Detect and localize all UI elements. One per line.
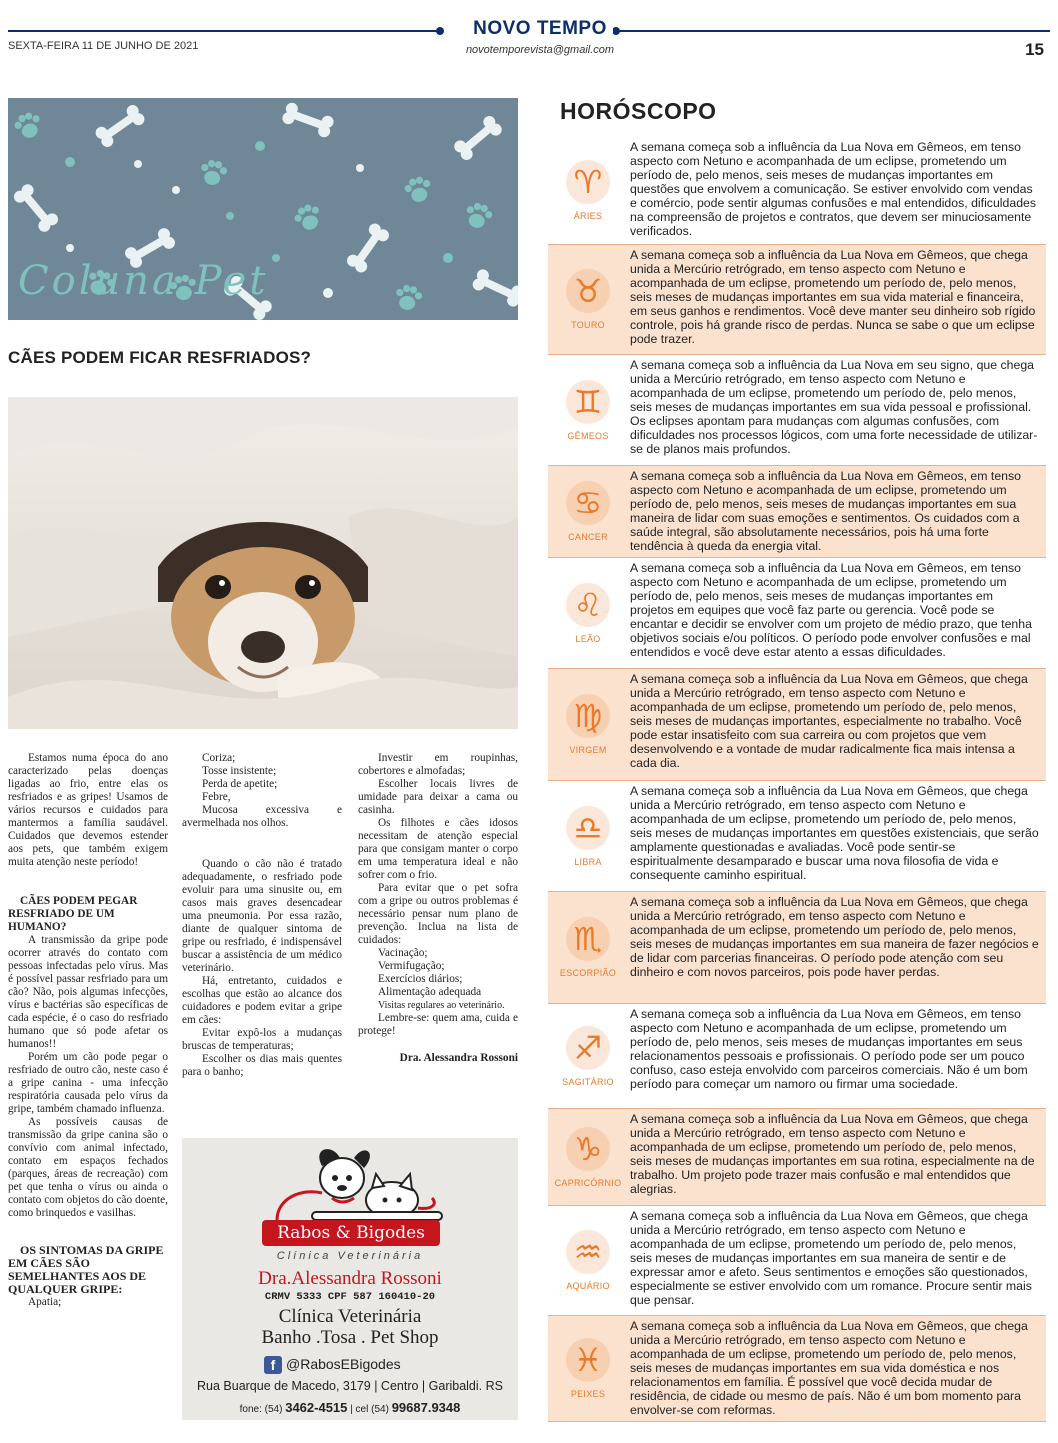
care-item: Vacinação; — [378, 947, 428, 959]
article-column-3 — [358, 752, 518, 1065]
horoscope-sign-text: A semana começa sob a influência da Lua Nova em Gêmeos, que chega unida a Mercúrio retrógrado, em tenso aspecto com Netuno e acompanhada de um eclipse, prometendo um período de, pelo menos, seis meses de mudanças importantes em sua maneira de fazer negócios e de lidar com parcerias financeiras. O período pode atenção com seu dinheiro e com novos parceiros, pois pode haver perdas. — [630, 895, 1039, 979]
article-column-2 — [182, 752, 342, 1079]
horoscope-sign-text: A semana começa sob a influência da Lua Nova em Gêmeos, que chega unida a Mercúrio retrógrado, em tenso aspecto com Netuno e acompanhada de um eclipse, prometendo um período de, pelo menos, seis meses de mudanças importantes em sua rotina, especialmente na de trabalho. Um projeto pode trazer mais confusão e mal entendidos que alegrias. — [630, 1112, 1035, 1196]
horoscope-sign-text: A semana começa sob a influência da Lua Nova em Gêmeos, em tenso aspecto com Netuno e acompanhada de um eclipse, prometendo um período de, pelo menos, seis meses de mudanças importantes em seus relacionamentos pessoais e profissionais. O período pode ser um pouco confuso, caso esteja envolvido com parceiros comerciais. Não é um bom período para começar um namoro ou firmar uma sociedade. — [630, 1007, 1028, 1091]
svg-text:♐: ♐ — [573, 1029, 603, 1067]
paragraph: Investir em roupinhas, cobertores e almofadas; — [358, 752, 518, 777]
banner-title: Coluna Pet — [18, 258, 269, 304]
horoscope-sign-text: A semana começa sob a influência da Lua Nova em seu signo, que chega unida a Mercúrio retrógrado, em tenso aspecto com Netuno e acompanhada de um eclipse, prometendo um período de, pelo menos, seis meses de mudanças importantes em sua vida pessoal e profissional. Os eclipses apontam para mudanças com algumas confusões, com dificuldades nos processos lógicos, com uma forte necessidade de utilizar-se de planos mais profundos. — [630, 358, 1038, 456]
horoscope-sign-text: A semana começa sob a influência da Lua Nova em Gêmeos, que chega unida a Mercúrio retrógrado, em tenso aspecto com Netuno e acompanhada de um eclipse, prometendo um período de, pelo menos, seis meses de mudanças importantes em sua maneira de sentir e de expressar amor e afeto. Seus sentimentos e emoções são questionados, especialmente se estiver envolvido com um romance. Procure sentir mais que pensar. — [630, 1209, 1032, 1307]
header-rule-left — [8, 30, 438, 32]
dog-illustration — [8, 397, 518, 729]
paragraph: Quando o cão não é tratado adequadamente, o resfriado pode evoluir para uma sinusite ou, em casos mais graves desencadear uma pneumonia. Por essa razão, diante de qualquer sintoma de gripe ou resfriado, é indispensável buscar a assistência de um médico veterinário. — [182, 858, 342, 974]
libra-icon — [562, 803, 614, 853]
paragraph: A transmissão da gripe pode ocorrer através do contato com pessoas infectadas pelo vírus. Mas é possível passar resfriado para um cão? Não, pois algumas infecções, vírus e bactérias são específicas de cada espécie, é o caso do resfriado humano que só pode afetar os humanos!! — [8, 934, 168, 1050]
phone-number[interactable]: 3462-4515 — [285, 1400, 348, 1415]
horoscope-entry-scorpio — [548, 892, 1046, 1004]
horoscope-sign-name: ESCORPIÃO — [559, 968, 617, 978]
horoscope-sign-text: A semana começa sob a influência da Lua Nova em Gêmeos, que chega unida a Mercúrio retrógrado, em tenso aspecto com Netuno e acompanhada de um eclipse, prometendo um período de, pelo menos, seis meses de mudanças importantes em sua vida doméstica e nos relacionamentos em família. É possível que você decida mudar de residência, de cidade ou mesmo de país. Não é um bom momento para envolver-se com reformas. — [630, 1319, 1028, 1417]
virgo-icon — [562, 691, 614, 741]
svg-text:♊: ♊ — [573, 383, 603, 421]
paragraph: Para evitar que o pet sofra com a gripe ou outros problemas é necessário pensar num plano de prevenção. Inclua na lista de cuidados: — [358, 882, 518, 946]
horoscope-title: HORÓSCOPO — [560, 98, 717, 124]
aquarius-icon — [562, 1227, 614, 1277]
symptom-item: Coriza; — [202, 752, 236, 764]
publication-masthead — [420, 18, 660, 56]
subtitle-transmission: CÃES PODEM PEGAR RESFRIADO DE UM HUMANO? — [8, 895, 138, 933]
clinic-advertisement[interactable] — [182, 1138, 518, 1420]
symptom-item: Perda de apetite; — [202, 778, 278, 790]
care-item: Visitas regulares ao veterinário. — [378, 1000, 505, 1011]
horoscope-sign-name: PEIXES — [570, 1389, 606, 1399]
scorpio-icon — [562, 914, 614, 964]
capricorn-icon — [562, 1124, 614, 1174]
svg-text:♋: ♋ — [573, 484, 603, 522]
svg-text:♏: ♏ — [573, 920, 603, 958]
paragraph: As possíveis causas de transmissão da gripe canina são o convívio com animal infectado, contato em espaços fechados (parques, áreas de recreação) com pet que tenha o vírus ou ainda o contato com objetos do cão doente, como brinquedos e vasilhas. — [8, 1116, 168, 1219]
page-number: 15 — [1025, 40, 1044, 59]
horoscope-sign-name: SAGITÁRIO — [562, 1077, 614, 1087]
cancer-icon — [562, 478, 614, 528]
paragraph: Escolher os dias mais quentes para o banho; — [182, 1053, 342, 1078]
svg-text:♒: ♒ — [573, 1233, 603, 1271]
horoscope-sign-name: LEÃO — [575, 634, 601, 644]
horoscope-entry-libra — [548, 781, 1046, 892]
clinic-social-handle[interactable]: @RabosEBigodes — [286, 1356, 401, 1372]
clinic-phones — [182, 1400, 518, 1415]
dog-cat-logo-illustration — [182, 1138, 518, 1228]
publication-name: NOVO TEMPO — [467, 18, 613, 40]
horoscope-sign-text: A semana começa sob a influência da Lua Nova em Gêmeos, em tenso aspecto com Netuno e acompanhada de um eclipse, prometendo um período de, pelo menos, seis meses de mudanças importantes em sua maneira de lidar com suas emoções e sentimentos. Os cuidados com a saúde integral, são absolutamente necessários, pois há uma forte tendência à queda da energia vital. — [630, 469, 1021, 553]
author-signature: Dra. Alessandra Rossoni — [399, 1052, 518, 1064]
svg-text:♍: ♍ — [573, 697, 603, 735]
clinic-subbrand: Clínica Veterinária — [276, 1250, 424, 1262]
care-list — [358, 947, 518, 1012]
leo-icon — [562, 580, 614, 630]
horoscope-sign-name: LIBRA — [574, 857, 602, 867]
svg-text:♎: ♎ — [573, 809, 603, 847]
horoscope-sign-name: VIRGEM — [569, 745, 607, 755]
symptom-item: Tosse insistente; — [202, 765, 277, 777]
horoscope-sign-text: A semana começa sob a influência da Lua Nova em Gêmeos, que chega unida a Mercúrio retrógrado, em tenso aspecto com Netuno e acompanhada de um eclipse, prometendo um período de, pelo menos, seis meses de mudanças importantes, especialmente no trabalho. Você pode estar insatisfeito com sua carreira ou com projetos que vem desenvolvendo e a vontade de mudar radicalmente fica mais intensa a cada dia. — [630, 672, 1028, 770]
horoscope-sign-name: AQUÁRIO — [566, 1281, 610, 1291]
horoscope-sign-text: A semana começa sob a influência da Lua Nova em Gêmeos, que chega unida a Mercúrio retrógrado, em tenso aspecto com Netuno e acompanhada de um eclipse, prometendo um período de, pelo menos, seis meses de mudanças importantes em questões existenciais, que serão amplamente questionadas e avaliadas. Você pode sentir-se espiritualmente desamparado e buscar uma nova filosofia de vida e consequente caminho espiritual. — [630, 784, 1039, 882]
horoscope-entry-gemini — [548, 355, 1046, 466]
horoscope-entry-capricorn — [548, 1109, 1046, 1206]
horoscope-entry-sagittarius — [548, 1004, 1046, 1109]
horoscope-sign-name: TOURO — [571, 320, 605, 330]
pisces-icon — [562, 1335, 614, 1385]
svg-text:♈: ♈ — [573, 163, 603, 201]
clinic-crmv: CRMV 5333 CPF 587 160410-20 — [264, 1291, 436, 1303]
svg-text:♑: ♑ — [573, 1130, 603, 1168]
clinic-brand: Rabos & Bigodes — [262, 1220, 440, 1246]
paragraph: Porém um cão pode pegar o resfriado de outro cão, neste caso é a gripe canina - uma infecção respiratória causada pelo vírus da gripe, também chamado influenza. — [8, 1051, 168, 1115]
paragraph: Há, entretanto, cuidados e escolhas que estão ao alcance dos cuidadores e podem evitar a gripe em cães: — [182, 975, 342, 1026]
horoscope-entry-aquarius — [548, 1206, 1046, 1316]
svg-text:♌: ♌ — [573, 586, 603, 624]
clinic-services-1: Clínica Veterinária — [278, 1306, 422, 1327]
aries-icon — [562, 157, 614, 207]
symptom-item: Febre, — [202, 791, 231, 803]
clinic-services-2: Banho .Tosa . Pet Shop — [261, 1327, 439, 1348]
horoscope-entry-taurus — [548, 245, 1046, 355]
taurus-icon — [562, 266, 614, 316]
horoscope-entry-pisces — [548, 1316, 1046, 1422]
clinic-doctor: Dra.Alessandra Rossoni — [258, 1268, 442, 1289]
header-rule-right — [618, 30, 1050, 32]
publication-email[interactable]: novotemporevista@gmail.com — [465, 44, 615, 56]
article-title: CÃES PODEM FICAR RESFRIADOS? — [8, 348, 312, 367]
article-intro: Estamos numa época do ano caracterizado pelas doenças ligadas ao frio, entre elas os resfriados e as gripes! Usamos de vários recursos e cuidados para mantermos a família saudável. Cuidados que devemos estender aos pets, que também exigem muita atenção neste período! — [8, 752, 168, 868]
paragraph: Os filhotes e cães idosos necessitam de atenção especial para que consigam manter o corpo em uma temperatura ideal e não sofrer com o frio. — [358, 817, 518, 881]
care-item: Alimentação adequada — [378, 986, 482, 998]
paragraph: Evitar expô-los a mudanças bruscas de temperaturas; — [182, 1027, 342, 1052]
symptom-item: Mucosa excessiva e avermelhada nos olhos. — [182, 804, 342, 829]
horoscope-sign-name: ÁRIES — [573, 211, 603, 221]
care-item: Exercícios diários; — [378, 973, 463, 985]
closing-line: Lembre-se: quem ama, cuida e protege! — [358, 1012, 518, 1037]
horoscope-entry-cancer — [548, 466, 1046, 558]
paragraph: Escolher locais livres de umidade para deixar a cama ou casinha. — [358, 778, 518, 816]
svg-text:♉: ♉ — [573, 272, 603, 310]
care-item: Vermifugação; — [378, 960, 445, 972]
sagittarius-icon — [562, 1023, 614, 1073]
horoscope-sign-text: A semana começa sob a influência da Lua Nova em Gêmeos, que chega unida a Mercúrio retrógrado, em tenso aspecto com Netuno e acompanhada de um eclipse, prometendo um período de, pelo menos, seis meses de mudanças importantes em sua vida material e financeira, em seus ganhos e rendimentos. Você deve manter seu dinheiro sob rígido controle, pois há grande risco de perdas. Nunca se sabe o que um eclipse pode trazer. — [630, 248, 1036, 346]
phone-label: fone: (54) — [239, 1404, 283, 1415]
subtitle-symptoms: OS SINTOMAS DA GRIPE EM CÃES SÃO SEMELHANTES AOS DE QUALQUER GRIPE: — [8, 1243, 164, 1296]
symptom-item: Apatia; — [28, 1296, 62, 1308]
gemini-icon — [562, 377, 614, 427]
horoscope-sign-name: CANCER — [568, 532, 608, 542]
cel-number[interactable]: 99687.9348 — [391, 1400, 461, 1415]
coluna-pet-banner — [8, 98, 518, 320]
svg-text:♓: ♓ — [573, 1341, 603, 1379]
facebook-icon: f — [264, 1356, 282, 1374]
issue-date: SEXTA-FEIRA 11 DE JUNHO DE 2021 — [8, 40, 199, 52]
dog-under-blanket-photo — [8, 397, 518, 729]
cel-label: | cel (54) — [350, 1404, 389, 1415]
horoscope-entry-virgo — [548, 669, 1046, 781]
horoscope-sign-text: A semana começa sob a influência da Lua Nova em Gêmeos, em tenso aspecto com Netuno e acompanhada de um eclipse, prometendo um período de, pelo menos, seis meses de mudanças importantes em questões que envolvem a comunicação. Se estiver envolvido com vendas e comércio, pode sentir algumas confusões e mal entendidos, dificuldades na compreensão de projetos e contratos, que devem ser minuciosamente verificados. — [630, 140, 1037, 238]
horoscope-sign-name: GÊMEOS — [567, 431, 609, 441]
horoscope-entry-leo — [548, 558, 1046, 669]
article-column-1 — [8, 752, 168, 1309]
horoscope-entry-aries — [548, 137, 1046, 245]
symptom-list — [182, 752, 342, 830]
clinic-address: Rua Buarque de Macedo, 3179 | Centro | Garibaldi. RS — [197, 1379, 503, 1393]
horoscope-sign-name: CAPRICÓRNIO — [554, 1178, 622, 1188]
horoscope-sign-text: A semana começa sob a influência da Lua Nova em Gêmeos, em tenso aspecto com Netuno e acompanhada de um eclipse, prometendo um período de, pelo menos, seis meses de mudanças importantes em projetos em equipes que você faz parte ou gerencia. Você pode se encantar e decidir se envolver com um projeto de médio prazo, que tenha objetivos sociais e/ou políticos. O período pode envolver confusões e mal entendidos e você deve estar atento a essas dificuldades. — [630, 561, 1032, 659]
